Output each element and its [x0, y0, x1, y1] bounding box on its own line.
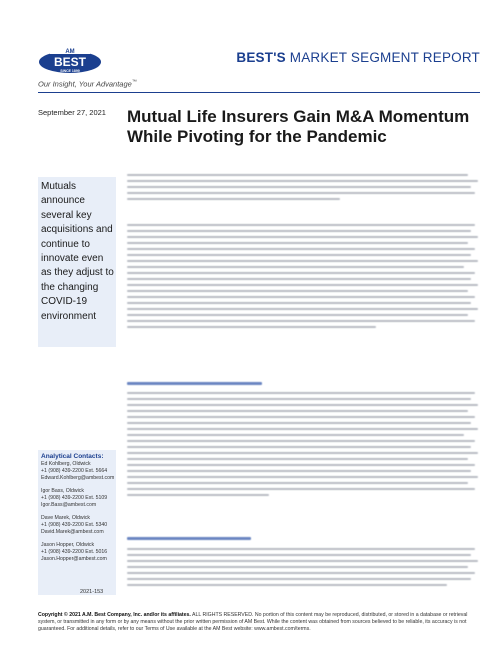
contact-name: Igor Bass, Oldwick: [41, 488, 84, 494]
report-date: September 27, 2021: [38, 108, 106, 117]
document-number: 2021-153: [80, 589, 104, 595]
tagline-trademark: ™: [131, 79, 137, 85]
logo-best: BEST: [53, 55, 87, 69]
analytical-contacts: [38, 450, 116, 595]
logo-am: AM: [65, 49, 75, 55]
contact-email[interactable]: Igor.Bass@ambest.com: [41, 502, 97, 508]
logo-since: SINCE 1899: [60, 69, 80, 73]
copyright-notice: Copyright © 2021 A.M. Best Company, Inc. and/or its affiliates.: [38, 612, 191, 618]
contact-phone: +1 (908) 439-2200 Ext. 5664: [41, 468, 108, 474]
contacts-title: Analytical Contacts:: [41, 453, 104, 460]
section-subheading: [127, 382, 482, 385]
contact-phone: +1 (908) 439-2200 Ext. 5340: [41, 522, 108, 528]
tagline: Our Insight, Your Advantage™: [38, 79, 137, 89]
contact-name: Ed Kohlberg, Oldwick: [41, 461, 91, 467]
summary-text: Mutuals announce several key acquisitions and continue to innovate even as they adjust to the changing COVID-19 environment: [41, 181, 114, 322]
contact-name: Dave Marek, Oldwick: [41, 515, 91, 521]
copyright-footer: [38, 612, 478, 633]
contact-email[interactable]: David.Marek@ambest.com: [41, 529, 104, 535]
header-divider: [38, 92, 480, 93]
contact-email[interactable]: Edward.Kohlberg@ambest.com: [41, 475, 115, 481]
body-paragraph: [127, 548, 482, 590]
body-paragraph: [127, 224, 482, 332]
am-best-logo: [38, 46, 102, 76]
contact-entry: [41, 542, 113, 563]
headline: Mutual Life Insurers Gain M&A Momentum While Pivoting for the Pandemic: [127, 107, 470, 146]
section-subheading: [127, 537, 482, 540]
body-paragraph: [127, 392, 482, 500]
contact-phone: +1 (908) 439-2200 Ext. 5016: [41, 549, 108, 555]
contact-entry: [41, 515, 113, 536]
report-title-rest: MARKET SEGMENT REPORT: [285, 50, 480, 65]
report-title: [180, 50, 480, 65]
contact-entry: [41, 488, 113, 509]
contact-email[interactable]: Jason.Hopper@ambest.com: [41, 556, 107, 562]
body-paragraph: [127, 174, 482, 204]
report-title-bold: BEST'S: [236, 50, 286, 65]
contact-phone: +1 (908) 439-2200 Ext. 5109: [41, 495, 108, 501]
footer-disclaimer: ALL RIGHTS RESERVED. No portion of this content may be reproduced, distributed, or stored in a database or retrieval system, or transmitted in any form or by any means without the prior written permission of AM Best. While the content was obtained from sources believed to be reliable, its accuracy is not guaranteed. For additional details, refer to our Terms of Use available at the AM Best website: www.ambest.com/terms.: [38, 612, 468, 632]
contact-name: Jason Hopper, Oldwick: [41, 542, 95, 548]
contact-entry: [41, 461, 113, 482]
